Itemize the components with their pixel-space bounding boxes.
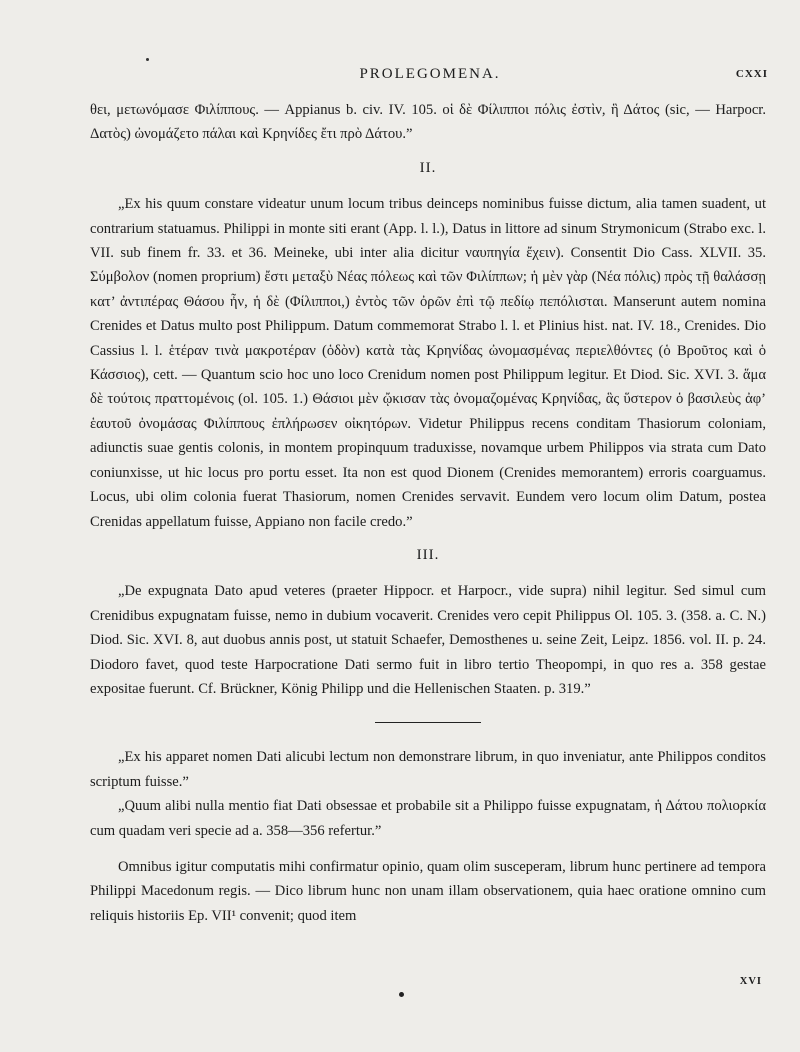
paragraph-conclusion: Omnibus igitur computatis mihi confirmatur opinio, quam olim susceperam, librum hunc pertinere ad tempora Philippi Macedonum regis. — Dico librum hunc non unam illam observationem, quia haec oratione omnino cum reliquis historiis Ep. VII¹ convenit; quod item [90,858,766,924]
signature-mark: XVI [739,976,762,987]
paragraph-quote-2: „Quum alibi nulla mentio fiat Dati obsessae et probabile sit a Philippo fuisse expugnatam, ἡ Δάτου πολιορκία cum quadam veri specie ad a. 358—356 refertur.” [90,798,766,839]
paragraph-section-iii: „De expugnata Dato apud veteres (praeter Hippocr. et Harpocr., vide supra) nihil legitur. Sed simul cum Crenidibus expugnatam fuisse, nemo in dubium vocaverit. Crenides vero cepit Philippus Ol. 105. 3. (358. a. C. N.) Diod. Sic. XVI. 8, aut duobus annis post, ut statuit Schaefer, Demosthenes u. seine Zeit, Leipz. 1856. vol. II. p. 24. Diodoro favet, quod teste Harpocratione Dati sermo fuit in libro tertio Theopompi, in quo res a. 358 gestae expositae fuerunt. Cf. Brückner, König Philipp und die Hellenischen Staaten. p. 319.” [90,583,766,697]
body-text [90,98,766,928]
running-title: PROLEGOMENA. [359,66,501,82]
paragraph-gap [90,843,766,855]
paragraph-continuation: θει, μετωνόμασε Φιλίππους. — Appianus b. civ. IV. 105. οἱ δὲ Φίλιπποι πόλις ἐστὶν, ἣ Δάτος (sic, — Harpocr. Δατὸς) ὠνομάζετο πάλαι καὶ Κρηνίδες ἔτι πρὸ Δάτου.” [90,102,766,143]
section-heading-ii: II. [419,159,437,176]
ink-speck [146,58,149,61]
divider-rule [375,722,481,723]
paragraph-quote-1: „Ex his apparet nomen Dati alicubi lectum non demonstrare librum, in quo inveniatur, ante Philippos conditos scriptum fuisse.” [90,749,766,790]
paragraph-section-ii: „Ex his quum constare videatur unum locum tribus deinceps nominibus fuisse dictum, alia tamen suadent, ut contrarium statuamus. Philippi in monte siti erant (App. l. l.), Datus in littore ad sinum Strymonicum (Strabo exc. l. VII. sub finem fr. 33. et 36. Meineke, ubi inter alia dicitur ναυπηγία ἔχειν). Consentit Dio Cass. XLVII. 35. Σύμβολον (nomen proprium) ἔστι μεταξὺ Νέας πόλεως καὶ τῶν Φιλίππων; ἡ μὲν γὰρ (Νέα πόλις) πρὸς τῇ θαλάσσῃ κατ’ ἀντιπέρας Θάσου ἦν, ἡ δὲ (Φίλιπποι,) ἐντὸς τῶν ὀρῶν ἐπὶ τῷ πεδίῳ πεπόλισται. Manserunt autem nomina Crenides et Datus multo post Philippum. Datum commemorat Strabo l. l. et Plinius hist. nat. IV. 18., Crenides. Dio Cassius l. l. ἑτέραν τινὰ μακροτέραν (ὁδὸν) κατὰ τὰς Κρηνίδας ὠνομασμένας περιελθόντες (ὁ Βροῦτος καὶ ὁ Κάσσιος), cett. — Quantum scio hoc uno loco Crenidum nomen post Philippum legitur. Et Diod. Sic. XVI. 3. ἅμα δὲ τούτοις πραττομένοις (ol. 105. 1.) Θάσιοι μὲν ᾤκισαν τὰς ὀνομαζομένας Κρηνίδας, ἃς ὕστερον ὁ βασιλεὺς ἀφ’ ἑαυτοῦ ὀνομάσας Φιλίππους ἐπλήρωσεν οἰκητόρων. Videtur Philippus recens conditam Thasiorum coloniam, adiunctis suae gentis colonis, in montem propinquum traduxisse, novamque urbem Philippos via strata cum Dato coniunxisse, ut hic locus pro portu esset. Ita non est quod Dionem (Crenides memorantem) erroris coarguamus. Locus, ubi olim colonia fuerat Thasiorum, nomen Crenides servavit. Eundem vero locum olim Datum, postea Crenidas appellatum fuisse, Appiano non facile credo.” [90,196,766,530]
page-header [90,66,770,88]
section-heading-iii: III. [416,546,440,563]
page-number: CXXI [735,68,768,80]
ink-dot [399,992,404,997]
